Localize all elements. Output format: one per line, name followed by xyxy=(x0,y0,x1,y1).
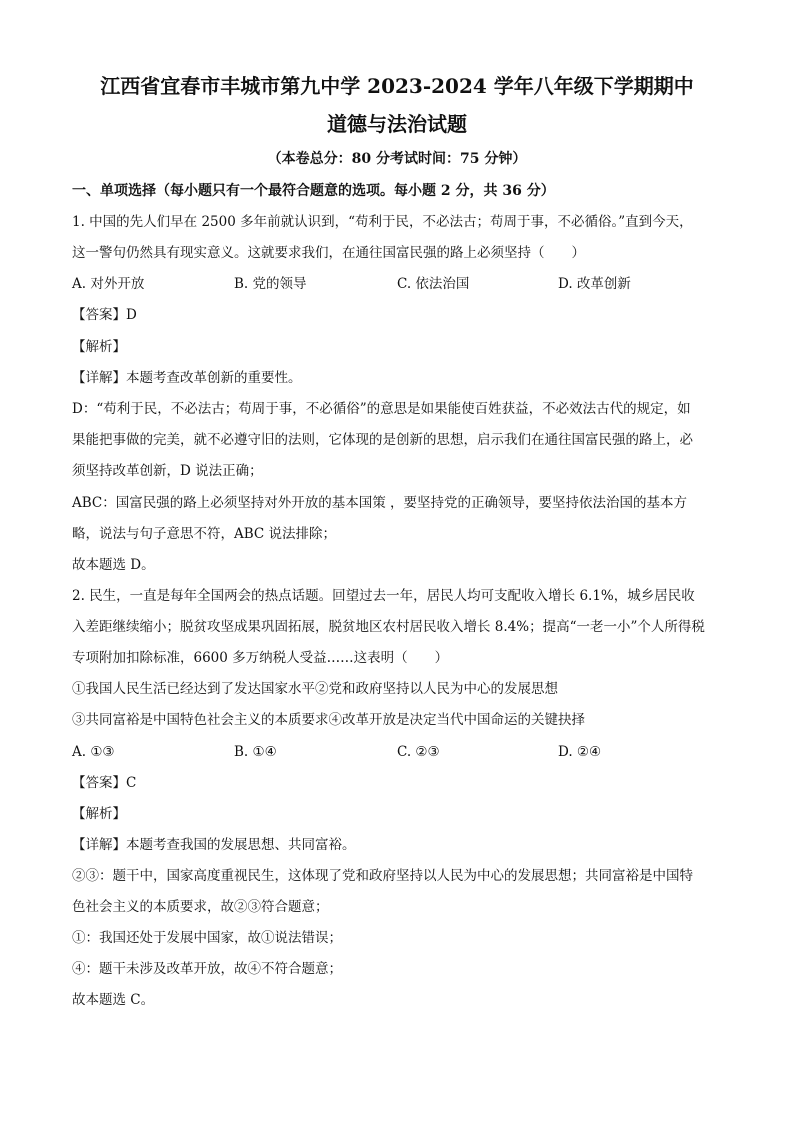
q2-options xyxy=(72,743,722,761)
q2-explain-line-4: ④：题干未涉及改革开放，故④不符合题意； xyxy=(72,961,342,977)
q1-answer: 【答案】D xyxy=(72,307,137,323)
q1-option-b: B. 党的领导 xyxy=(234,276,307,292)
q2-explain-line-1: ②③：题干中，国家高度重视民生，这体现了党和政府坚持以人民为中心的发展思想；共同富裕是中国特 xyxy=(72,868,693,884)
document-title-line2: 道德与法治试题 xyxy=(327,112,467,136)
q1-stem-line-2: 这一警句仍然具有现实意义。这就要求我们，在通往国富民强的路上必须坚持（ ） xyxy=(72,245,585,261)
q1-explain-line-6: 故本题选 D。 xyxy=(72,557,155,573)
q2-statement-line-1: ①我国人民生活已经达到了发达国家水平②党和政府坚持以人民为中心的发展思想 xyxy=(72,681,558,697)
q2-analysis-label: 【解析】 xyxy=(72,806,126,822)
q2-option-d: D. ②④ xyxy=(558,744,602,760)
q2-stem-line-2: 入差距继续缩小；脱贫攻坚成果巩固拓展，脱贫地区农村居民收入增长 8.4%；提高“一老一小”个人所得税 xyxy=(72,619,705,635)
q1-explain-line-5: 略，说法与句子意思不符，ABC 说法排除； xyxy=(72,526,337,542)
q2-stem-line-3: 专项附加扣除标准，6600 多万纳税人受益……这表明（ ） xyxy=(72,650,449,666)
q2-explain-line-2: 色社会主义的本质要求，故②③符合题意； xyxy=(72,899,329,915)
document-title-line1: 江西省宜春市丰城市第九中学 2023-2024 学年八年级下学期期中 xyxy=(100,74,694,98)
q1-option-c: C. 依法治国 xyxy=(397,276,470,292)
q1-explain-line-2: 果能把事做的完美，就不必遵守旧的法则，它体现的是创新的思想，启示我们在通往国富民强的路上，必 xyxy=(72,432,693,448)
q2-statement-line-2: ③共同富裕是中国特色社会主义的本质要求④改革开放是决定当代中国命运的关键抉择 xyxy=(72,712,585,728)
q2-option-b: B. ①④ xyxy=(234,744,277,760)
q2-answer: 【答案】C xyxy=(72,775,137,791)
q2-option-c: C. ②③ xyxy=(397,744,440,760)
q1-option-a: A. 对外开放 xyxy=(72,276,145,292)
q2-detail: 【详解】本题考查我国的发展思想、共同富裕。 xyxy=(72,837,356,853)
q1-analysis-label: 【解析】 xyxy=(72,339,126,355)
q1-options xyxy=(72,275,722,293)
q2-explain-line-3: ①：我国还处于发展中国家，故①说法错误； xyxy=(72,930,342,946)
q1-stem-line-1: 1. 中国的先人们早在 2500 多年前就认识到，“苟利于民，不必法古；苟周于事，不必循俗。”直到今天， xyxy=(72,214,693,230)
q1-explain-line-1: D：“苟利于民，不必法古；苟周于事，不必循俗”的意思是如果能使百姓获益，不必效法古代的规定，如 xyxy=(72,401,691,417)
q2-explain-line-5: 故本题选 C。 xyxy=(72,992,155,1008)
q1-explain-line-4: ABC：国富民强的路上必须坚持对外开放的基本国策 ，要坚持党的正确领导，要坚持依法治国的基本方 xyxy=(72,495,688,511)
exam-info: （本卷总分：80 分考试时间：75 分钟） xyxy=(267,151,527,167)
section-heading: 一、单项选择（每小题只有一个最符合题意的选项。每小题 2 分，共 36 分） xyxy=(72,183,555,199)
q2-stem-line-1: 2. 民生，一直是每年全国两会的热点话题。回望过去一年，居民人均可支配收入增长 6.1%，城乡居民收 xyxy=(72,588,695,604)
q2-option-a: A. ①③ xyxy=(72,744,115,760)
q1-explain-line-3: 须坚持改革创新，D 说法正确； xyxy=(72,463,263,479)
q1-detail: 【详解】本题考查改革创新的重要性。 xyxy=(72,370,302,386)
q1-option-d: D. 改革创新 xyxy=(558,276,631,292)
